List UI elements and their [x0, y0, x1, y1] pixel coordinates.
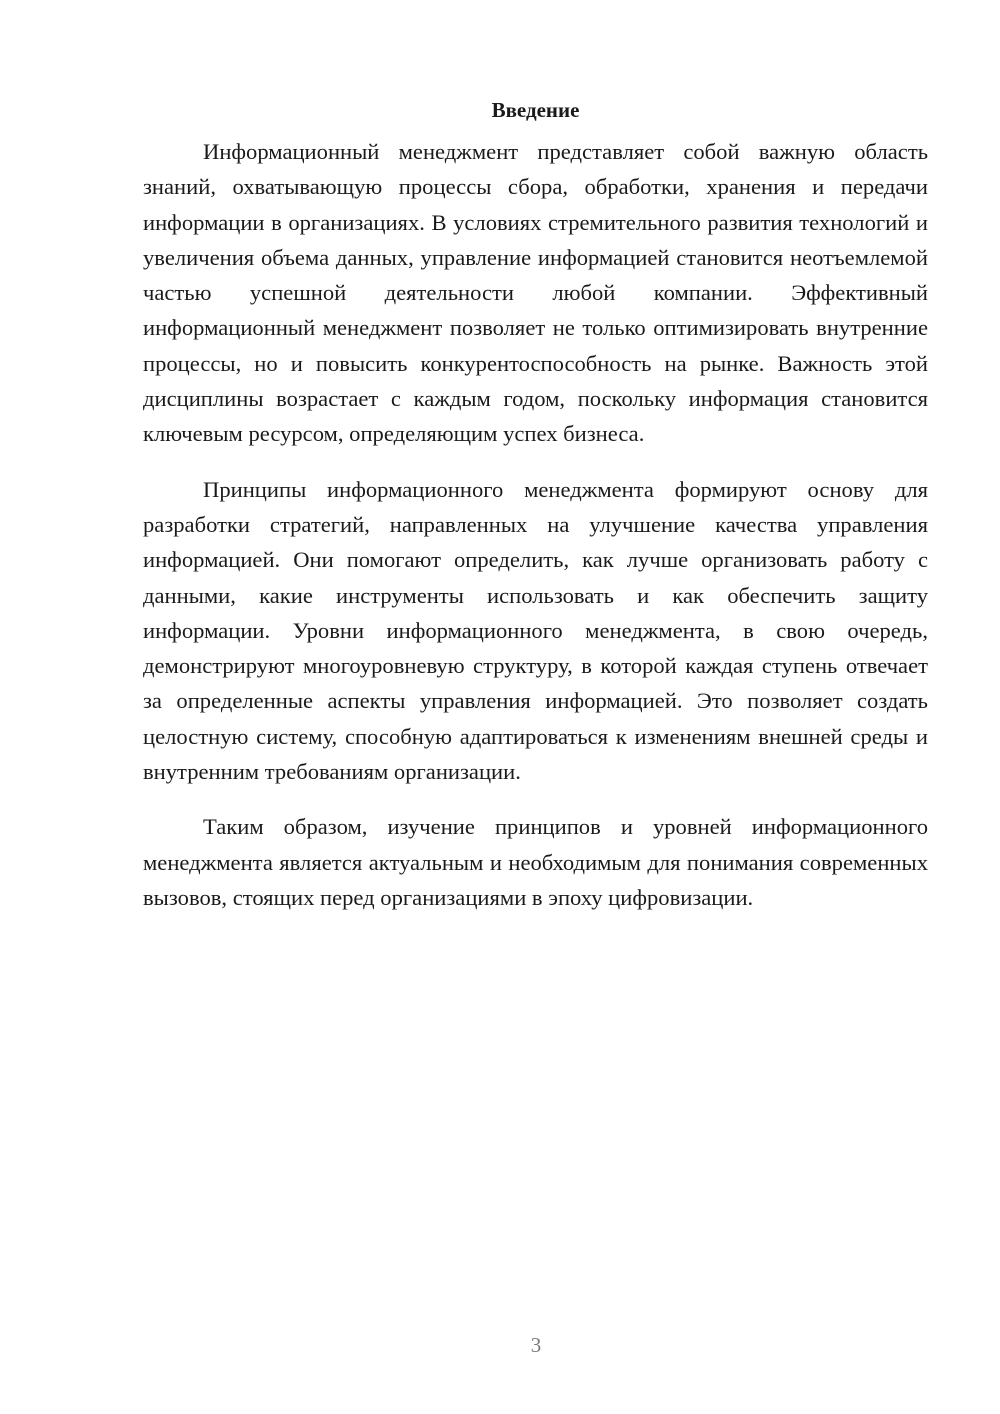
page-content	[143, 92, 928, 935]
paragraph-3: Таким образом, изучение принципов и уровней информационного менеджмента является актуальным и необходимым для понимания современных вызовов, стоящих перед организациями в эпоху цифровизации.	[143, 814, 928, 910]
paragraph-1: Информационный менеджмент представляет собой важную область знаний, охватывающую процессы сбора, обработки, хранения и передачи информации в организациях. В условиях стремительного развития технологий и увеличения объема данных, управление информацией становится неотъемлемой частью успешной деятельности любой компании. Эффективный информационный менеджмент позволяет не только оптимизировать внутренние процессы, но и повысить конкурентоспособность на рынке. Важность этой дисциплины возрастает с каждым годом, поскольку информация становится ключевым ресурсом, определяющим успех бизнеса.	[143, 139, 928, 447]
paragraph-2: Принципы информационного менеджмента формируют основу для разработки стратегий, направленных на улучшение качества управления информацией. Они помогают определить, как лучше организовать работу с данными, какие инструменты использовать и как обеспечить защиту информации. Уровни информационного менеджмента, в свою очередь, демонстрируют многоуровневую структуру, в которой каждая ступень отвечает за определенные аспекты управления информацией. Это позволяет создать целостную систему, способную адаптироваться к изменениям внешней среды и внутренним требованиям организации.	[143, 476, 928, 785]
section-title: Введение	[491, 98, 580, 122]
page-number: 3	[530, 1333, 542, 1357]
